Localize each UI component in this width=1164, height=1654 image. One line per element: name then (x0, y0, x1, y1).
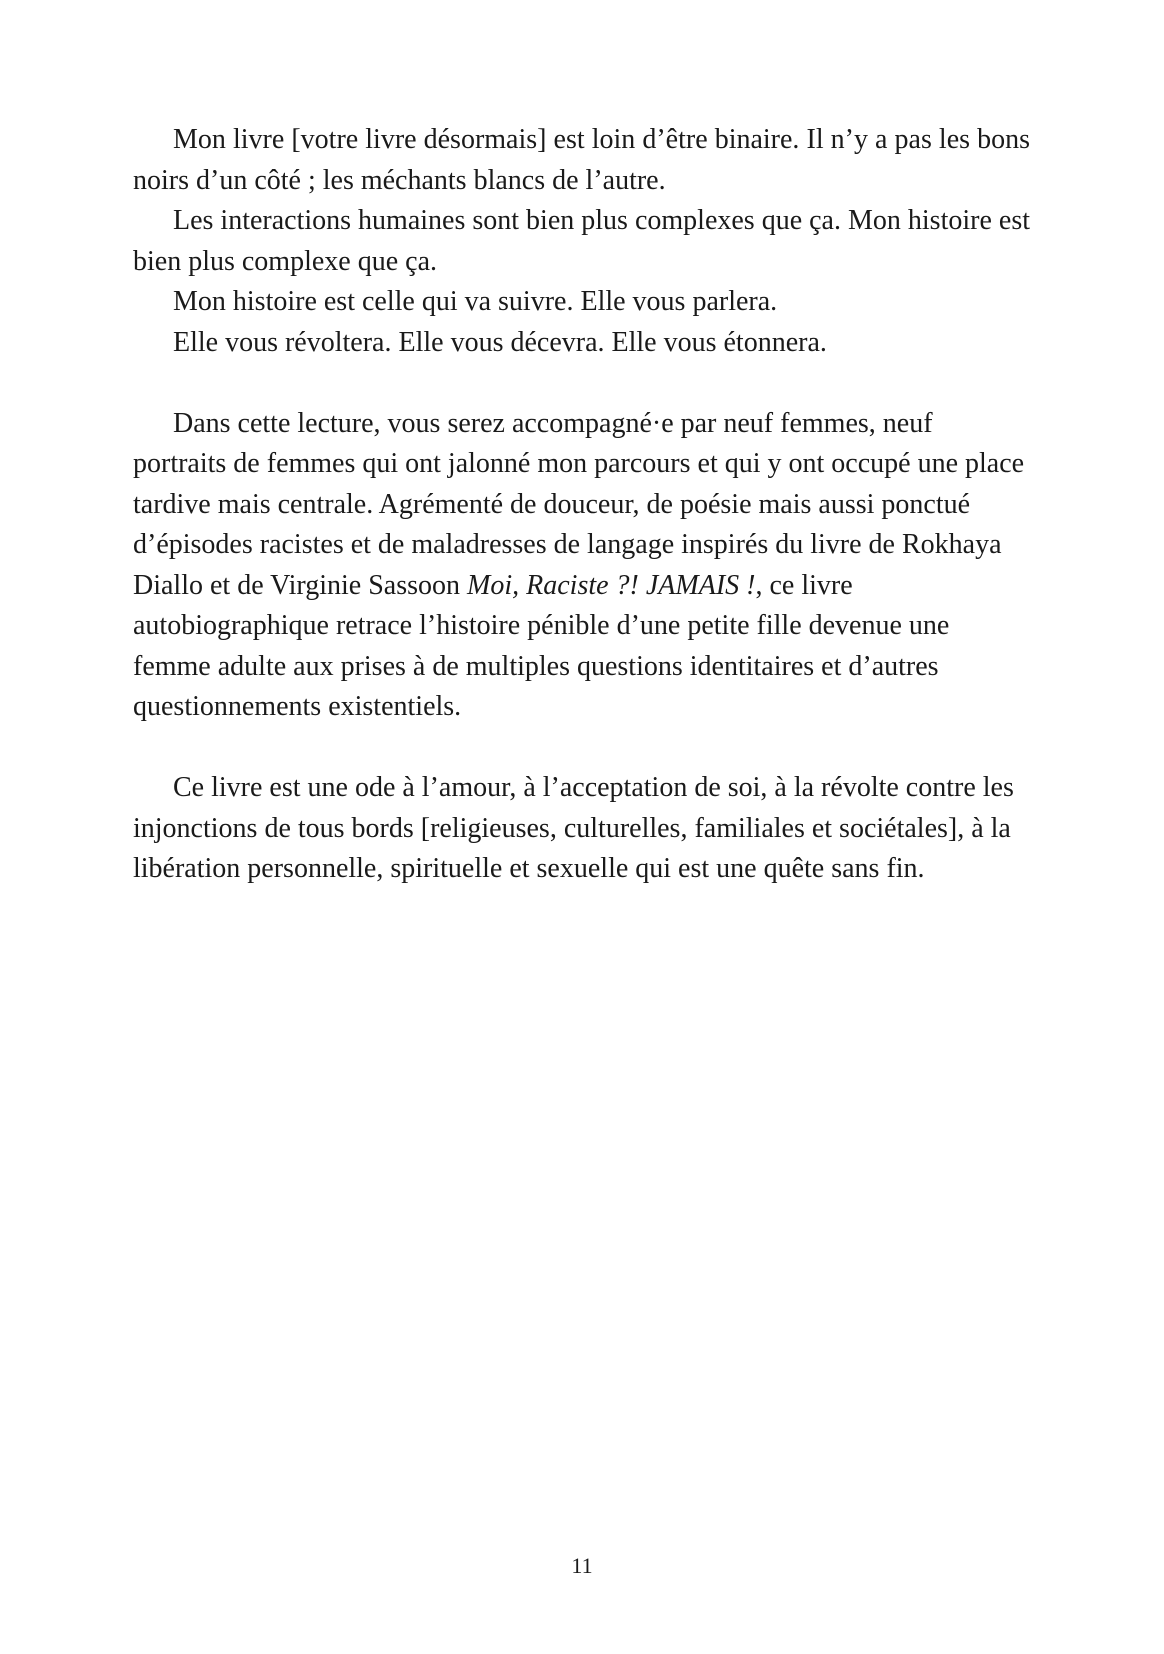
paragraph-nine-women-text-end: , ce livre autobiographique retrace l’histoire pénible d’une petite fille devenue une femme adulte aux prises à de multiples questions identitaires et d’autres questionnements existentiels. (133, 569, 950, 722)
paragraph-nine-women-text-start: Dans cette lecture, vous serez accompagné·e par neuf femmes, neuf portraits de femmes qui ont jalonné mon parcours et qui y ont occupé une place tardive mais centrale. Agrémenté de douceur, de poésie mais aussi ponctué d’épisodes racistes et de maladresses de langage inspirés du livre de Rokhaya Diallo et de Virginie Sassoon (133, 407, 1025, 601)
paragraph-ode: Ce livre est une ode à l’amour, à l’acceptation de soi, à la révolte contre les injonctions de tous bords [religieuses, culturelles, familiales et sociétales], à la libération personnelle, spirituelle et sexuelle qui est une quête sans fin. (133, 772, 1014, 884)
paragraph-spacer (133, 728, 1030, 769)
paragraph-story-effects: Elle vous révoltera. Elle vous décevra. Elle vous étonnera. (173, 326, 827, 358)
paragraph-interactions: Les interactions humaines sont bien plus complexes que ça. Mon histoire est bien plus complexe que ça. (133, 205, 1030, 277)
page-number: 11 (571, 1553, 593, 1578)
paragraph-binary: Mon livre [votre livre désormais] est loin d’être binaire. Il n’y a pas les bons noirs d’un côté ; les méchants blancs de l’autre. (133, 124, 1030, 196)
body-text (133, 120, 1030, 890)
paragraph-spacer (133, 363, 1030, 404)
paragraph-nine-women (133, 404, 1030, 728)
book-title-reference: Moi, Raciste ?! JAMAIS ! (467, 569, 756, 601)
paragraph-story-follows: Mon histoire est celle qui va suivre. Elle vous parlera. (173, 286, 778, 317)
